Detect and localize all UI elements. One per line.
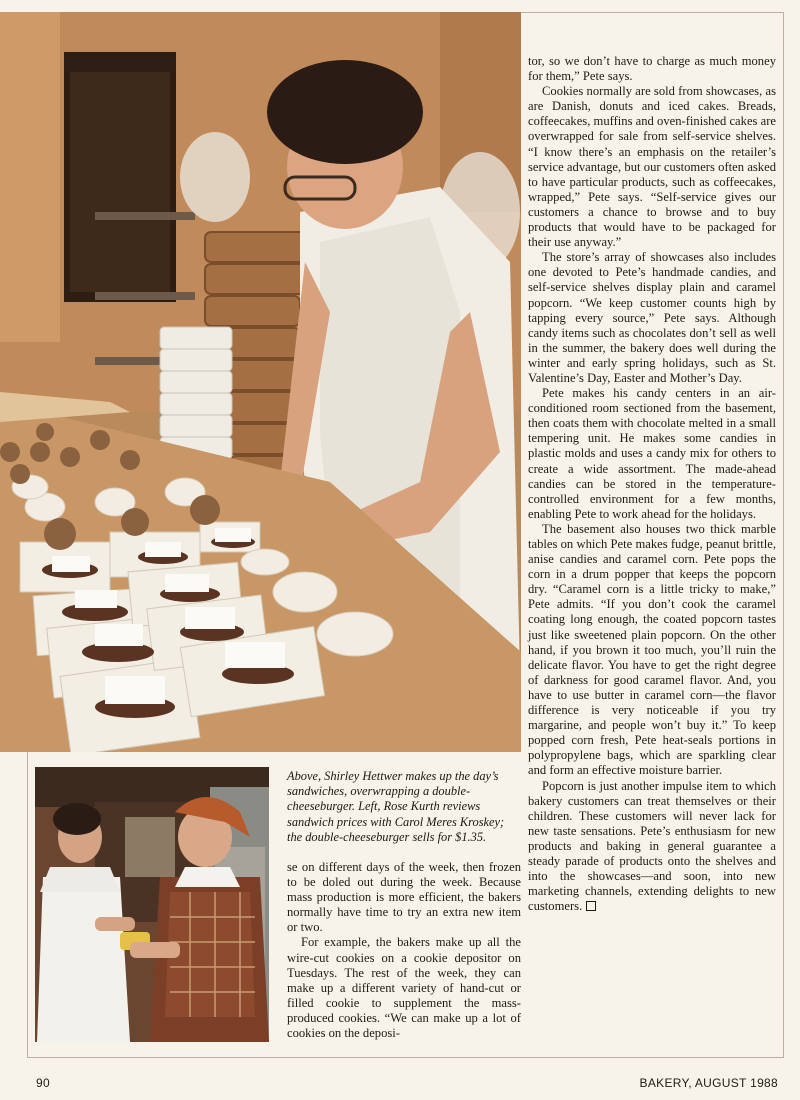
publication-footer: BAKERY, AUGUST 1988 xyxy=(639,1076,778,1090)
paragraph: se on different days of the week, then frozen to be doled out during the week. Because mass production is more efficient, the bakers normally have time to try an extra new item or two. xyxy=(287,860,521,935)
page-number: 90 xyxy=(36,1076,50,1090)
photo-sandwich-maker xyxy=(0,12,521,752)
paragraph-text: Popcorn is just another impulse item to which bakery customers can treat themselves or their children. These customers will never lack for new taste sensations. Pete’s enthusiasm for new products and baking in general guarantee a steady parade of products onto the shelves and into the showcases—and soon, into new marketing channels, extending delights to new customers. xyxy=(528,778,776,914)
photo-price-review xyxy=(35,767,269,1042)
paragraph: Pete makes his candy centers in an air-conditioned room sectioned from the basement, then coats them with chocolate melted in a small tempering unit. He makes some candies in plastic molds and uses a candy mix for others to create a wide assortment. The made-ahead candies can be stored in the temperature-controlled environment for a few months, enabling Pete to work ahead for the holidays. xyxy=(528,386,776,521)
article-column-right xyxy=(528,54,776,914)
article-column-middle xyxy=(287,860,521,1041)
end-of-article-icon xyxy=(586,901,596,911)
paragraph: Cookies normally are sold from showcases, as are Danish, donuts and iced cakes. Breads, coffeecakes, muffins and oven-finished cakes are overwrapped for sale from self-service shelves. “I know there’s an emphasis on the retailer’s service advantage, but our customers often asked to have particular products, such as coffeecakes, wrapped,” Pete says. “Self-service gives our customers a chance to browse and to buy products that would have to be packaged for their use anyway.” xyxy=(528,84,776,250)
photo-caption: Above, Shirley Hettwer makes up the day’s sandwiches, overwrapping a double-cheeseburger. Left, Rose Kurth reviews sandwich prices with Carol Meres Kroskey; the double-cheeseburger sells for $1.35. xyxy=(287,769,505,844)
paragraph-final xyxy=(528,779,776,915)
paragraph: For example, the bakers make up all the wire-cut cookies on a cookie depositor on Tuesdays. The rest of the week, they can make up a different variety of hand-cut or filled cookie to supplement the mass-produced cookies. “We can make up a lot of cookies on the deposi- xyxy=(287,935,521,1041)
paragraph: The basement also houses two thick marble tables on which Pete makes fudge, peanut brittle, anise candies and caramel corn. Pete pops the corn in a drum popper that keeps the popcorn dry. “Caramel corn is a little tricky to make,” Pete admits. “If you don’t cook the caramel coating long enough, the coated popcorn tastes just like sweetened plain popcorn. On the other hand, if you brown it too much, you’ll ruin the delicate flavor. You have to get the right degree of darkness for good caramel flavor. And, you have to use butter in caramel corn—the flavor difference is very noticeable if you try margarine, and people won’t buy it.” To keep popped corn fresh, Pete heat-seals portions in polypropylene bags, which are sparkling clear and form an effective moisture barrier. xyxy=(528,521,776,778)
paragraph: The store’s array of showcases also includes one devoted to Pete’s handmade candies, and self-service shelves display plain and caramel popcorn. “We keep customer counts high by tapping every source,” Pete says. Although candy items such as chocolates don’t sell as well in the summer, the bakery does well during the winter and early spring holidays, such as St. Valentine’s Day, Easter and Mother’s Day. xyxy=(528,250,776,385)
paragraph: tor, so we don’t have to charge as much money for them,” Pete says. xyxy=(528,54,776,84)
